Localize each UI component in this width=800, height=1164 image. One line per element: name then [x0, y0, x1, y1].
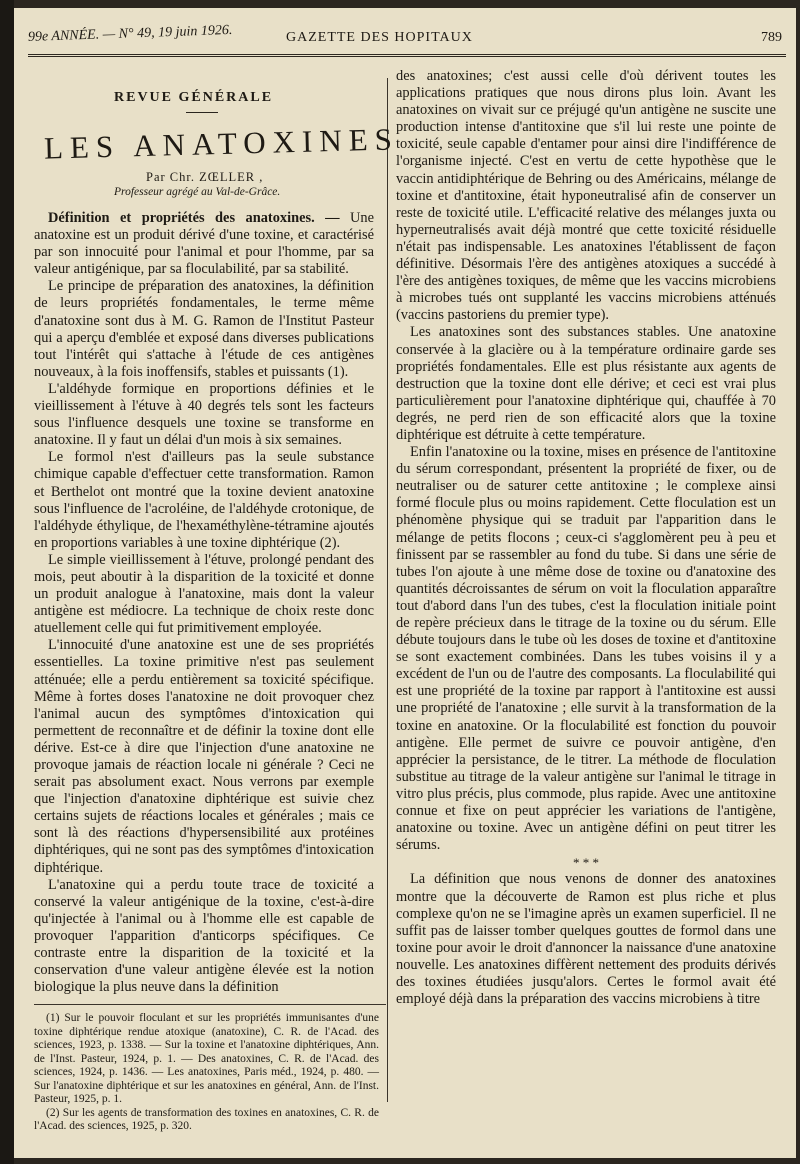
article-title: LES ANATOXINES: [43, 121, 400, 166]
issue-info: 99e ANNÉE. — N° 49, 19 juin 1926.: [27, 22, 233, 45]
paragraph: L'aldéhyde formique en proportions définies et le vieillissement à l'étuve à 40 degrés tels sont les facteurs sous l'influence desquels une toxine se transforme en anatoxine. Il y faut un délai d'un mois à six semaines.: [34, 380, 374, 449]
paragraph: Le simple vieillissement à l'étuve, prolongé pendant des mois, peut aboutir à la disparition de la toxicité et donne un produit analogue à l'anatoxine, mais dont la valeur antigène est médiocre. La technique de choix reste donc atuellement celle qui fut primitivement employée.: [34, 551, 374, 637]
footnotes: [34, 1012, 379, 1134]
paragraph: Définition et propriétés des anatoxines. — Une anatoxine est un produit dérivé d'une toxine, et caractérisé par son innocuité pour l'animal et pour l'homme, par sa valeur antigénique, par sa floculabilité, par sa stabilité.: [34, 210, 374, 278]
journal-title: GAZETTE DES HOPITAUX: [286, 30, 473, 45]
paragraph: Les anatoxines sont des substances stables. Une anatoxine conservée à la glacière ou à la température ordinaire garde ses propriétés fondamentales. Elle est plus résistante aux agents de destruction que la toxine dont elle dérive; et ceci est vrai plus particulièrement pour l'anatoxine diphtérique qui, chauffée à 70 degrés, ne perd rien de son efficacité alors que la toxine diphtérique est détruite à cette température.: [396, 324, 776, 443]
section-separator: * * *: [573, 855, 599, 871]
rubric-rule: [186, 112, 218, 113]
footnote: (1) Sur le pouvoir floculant et sur les propriétés immunisantes d'une toxine diphtérique rendue atoxique (anatoxine), C. R. de l'Acad. des sciences, 1923, p. 1338. — Sur la toxine et l'anatoxine diphtériques, Ann. de l'Inst. Pasteur, 1924, p. 1. — Des anatoxines, C. R. de l'Acad. des sciences, 1924, p. 1436. — Les anatoxines, Paris méd., 1924, p. 480. — Sur l'anatoxine diphtérique et sur les anatoxines en général, Ann. de l'Inst. Pasteur, 1925, p. 1.: [34, 1012, 379, 1105]
paragraph: Le principe de préparation des anatoxines, la définition de leurs propriétés fondamentales, le terme même d'anatoxine sont dus à M. G. Ramon de l'Institut Pasteur qui a aperçu d'emblée et exposé dans diverses publications tout l'intérêt qui s'attache à l'étude de ces antigènes nouveaux, à la fois inoffensifs, stables et puissants (1).: [34, 278, 374, 380]
right-column: [396, 68, 776, 1008]
paragraph: La définition que nous venons de donner des anatoxines montre que la découverte de Ramon est plus riche et plus complexe qu'on ne se l'imagine après un examen superficiel. Il ne suffit pas de laisser tomber quelques gouttes de formol dans une toxine pour avoir le droit d'annoncer la naissance d'une anatoxine nouvelle. Les anatoxines diffèrent nettement des produits dérivés des toxines étudiées jusqu'alors. Certes le formol avait été employé déjà dans la préparation des vaccins microbiens à titre: [396, 871, 776, 1008]
book-binding-edge: [0, 0, 14, 1164]
section-rubric: REVUE GÉNÉRALE: [114, 90, 274, 105]
header-rule: [28, 54, 786, 57]
paragraph: L'innocuité d'une anatoxine est une de ses propriétés essentielles. La toxine primitive n'est pas seulement atténuée; elle a perdu entièrement sa toxicité spécifique. Même à fortes doses l'anatoxine ne doit provoquer chez l'animal aucun des symptômes d'intoxication qui permettent de reconnaître et de définir la toxine dont elle dérive. Est-ce à dire que l'injection d'une anatoxine ne provoque jamais de réaction locale ni générale ? Ceci ne serait pas absolument exact. Nous verrons par exemple que l'injection d'anatoxine diphtérique est suivie chez certains sujets de réactions locales et générales ; mais ce sont là des réactions d'hypersensibilité aux protéines diphtériques, qui ne sont pas des symptômes d'intoxication diphtérique.: [34, 637, 374, 876]
article-author: Par Chr. ZŒLLER ,: [146, 170, 264, 184]
author-affiliation: Professeur agrégé au Val-de-Grâce.: [114, 186, 281, 198]
left-column: [34, 210, 374, 996]
paragraph: L'anatoxine qui a perdu toute trace de toxicité a conservé la valeur antigénique de la toxine, c'est-à-dire qu'injectée à l'animal ou à l'homme elle est capable de provoquer l'apparition d'anticorps spécifiques. Ce contraste entre la disparition de la toxicité et la conservation d'une valeur antigène élevée est la notion biologique la plus neuve dans la définition: [34, 876, 374, 996]
newspaper-page: [14, 8, 796, 1158]
column-divider: [387, 78, 388, 1102]
page-number: 789: [761, 30, 782, 45]
footnote: (2) Sur les agents de transformation des toxines en anatoxines, C. R. de l'Acad. des sciences, 1925, p. 320.: [34, 1106, 379, 1132]
footnote-rule: [34, 1004, 386, 1005]
paragraph: Le formol n'est d'ailleurs pas la seule substance chimique capable d'effectuer cette transformation. Ramon et Berthelot ont montré que la toxine devient anatoxine sous l'influence de l'acroléine, de l'aldéhyde crotonique, de l'aldéhyde éthylique, de l'hexaméthylène-tétramine ajoutés en proportions variables à une toxine diphtérique (2).: [34, 449, 374, 551]
section-heading: Définition et propriétés des anatoxines. —: [48, 210, 340, 226]
paragraph: Enfin l'anatoxine ou la toxine, mises en présence de l'antitoxine du sérum correspondant, présentent la propriété de fixer, ou de neutraliser ou de saturer cette antitoxine ; le complexe ainsi formé flocule plus ou moins rapidement. Cette floculation est un phénomène physique qui se traduit par l'apparition dans le mélange de petits flocons ; ceux-ci s'agglomèrent peu à peu et finissent par se rassembler au fond du tube. Si dans une série de tubes l'on ajoute à une même dose de toxine ou d'anatoxine des quantités décroissantes de sérum on voit la floculation apparaître tout d'abord dans l'un des tubes, c'est la floculation initiale point de repère précieux dans le titrage de la toxine ou du sérum. Elle débute toujours dans le tube où les doses de toxine et d'antitoxine se sont exactement combinées. Dans les tubes voisins il y a excédent de l'un ou de l'autre des composants. La floculabilité qui est une propriété de la toxine par rapport à l'antitoxine est aussi une propriété de l'anatoxine ; elle survit à la transformation de la toxine en anatoxine. Or la floculabilité est fonction du pouvoir antigène. Elle permet de suivre ce pouvoir antigène, d'en apprécier la persistance, de le titrer. La méthode de floculation substitue au titrage de la valeur antigène sur l'animal le titrage in vitro plus précis, plus commode, plus rapide. Avec une antitoxine connue et fixe on peut apprécier les variations de l'antigène, anatoxine ou toxine. Avec un antigène défini on peut titrer les sérums.: [396, 444, 776, 854]
paragraph: des anatoxines; c'est aussi celle d'où dérivent toutes les applications pratiques que nous dirons plus loin. Avant les anatoxines on vivait sur ce préjugé qu'un antigène ne suscite une production intense d'antitoxine que s'il lui reste une pointe de toxicité, seule capable d'entamer pour ainsi dire l'indifférence de l'organisme injecté. C'est en vertu de cette hypothèse que le vaccin antidiphtérique de Behring ou des Américains, mélange de toxine et d'antitoxine, était hyponeutralisé afin de conserver un reste de toxicité utile. L'efficacité relative des mélanges juxta ou hyperneutralisés avait déjà montré que cette toxicité résiduelle n'était pas indispensable. Les anatoxines l'établissent de façon définitive. Désormais l'ère des antigènes atoxiques a succédé à l'ère des antigènes toxiques, de même que les vaccins microbiens à microbes tués ont supplanté les vaccins microbiens atténués (vaccins pastoriens du premier type).: [396, 68, 776, 324]
